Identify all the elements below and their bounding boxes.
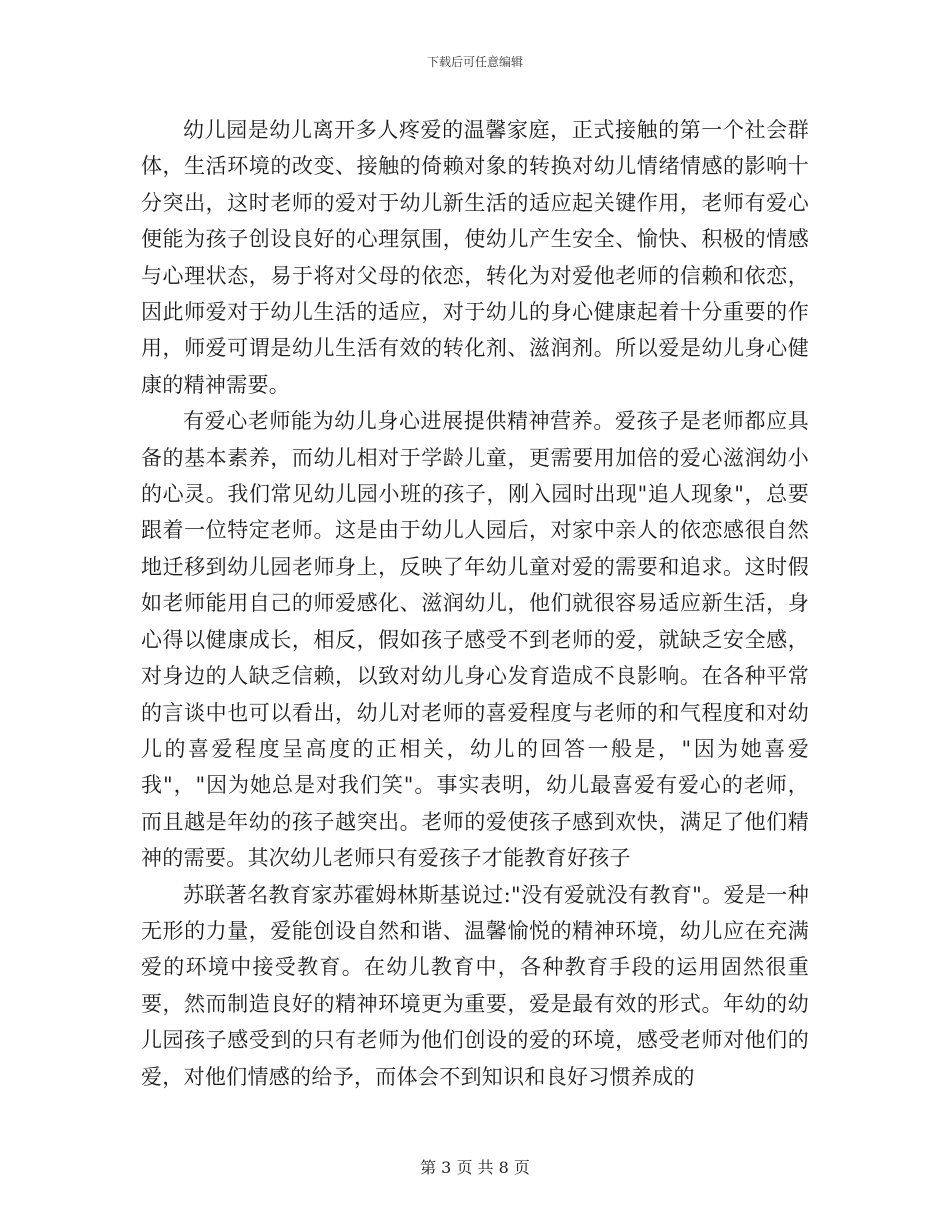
paragraph: 苏联著名教育家苏霍姆林斯基说过:"没有爱就没有教育"。爱是一种无形的力量，爱能创设自然和谐、温馨愉悦的精神环境，幼儿应在充满爱的环境中接受教育。在幼儿教育中，各种教育手段的运用固然很重要，然而制造良好的精神环境更为重要，爱是最有效的形式。年幼的幼儿园孩子感受到的只有老师为他们创设的爱的环境，感受老师对他们的爱，对他们情感的给予，而体会不到知识和良好习惯养成的 [141,882,809,1089]
page-number: 第 3 页 共 8 页 [420,1158,530,1177]
header-note: 下载后可任意编辑 [426,55,523,69]
paragraph: 有爱心老师能为幼儿身心进展提供精神营养。爱孩子是老师都应具备的基本素养，而幼儿相对于学龄儿童，更需要用加倍的爱心滋润幼小的心灵。我们常见幼儿园小班的孩子，刚入园时出现"追人现象"，总要跟着一位特定老师。这是由于幼儿人园后，对家中亲人的依恋感很自然地迁移到幼儿园老师身上，反映了年幼儿童对爱的需要和追求。这时假如老师能用自己的师爱感化、滋润幼儿，他们就很容易适应新生活，身心得以健康成长，相反，假如孩子感受不到老师的爱，就缺乏安全感，对身边的人缺乏信赖，以致对幼儿身心发育造成不良影响。在各种平常的言谈中也可以看出，幼儿对老师的喜爱程度与老师的和气程度和对幼儿的喜爱程度呈高度的正相关，幼儿的回答一般是，"因为她喜爱我"，"因为她总是对我们笑"。事实表明，幼儿最喜爱有爱心的老师，而且越是年幼的孩子越突出。老师的爱使孩子感到欢快，满足了他们精神的需要。其次幼儿老师只有爱孩子才能教育好孩子 [141,409,809,871]
paragraph: 幼儿园是幼儿离开多人疼爱的温馨家庭，正式接触的第一个社会群体，生活环境的改变、接触的倚赖对象的转换对幼儿情绪情感的影响十分突出，这时老师的爱对于幼儿新生活的适应起关键作用，老师有爱心便能为孩子创设良好的心理氛围，使幼儿产生安全、愉快、积极的情感与心理状态，易于将对父母的依恋，转化为对爱他老师的信赖和依恋，因此师爱对于幼儿生活的适应，对于幼儿的身心健康起着十分重要的作用，师爱可谓是幼儿生活有效的转化剂、滋润剂。所以爱是幼儿身心健康的精神需要。 [141,118,809,397]
body-text [141,112,809,1095]
